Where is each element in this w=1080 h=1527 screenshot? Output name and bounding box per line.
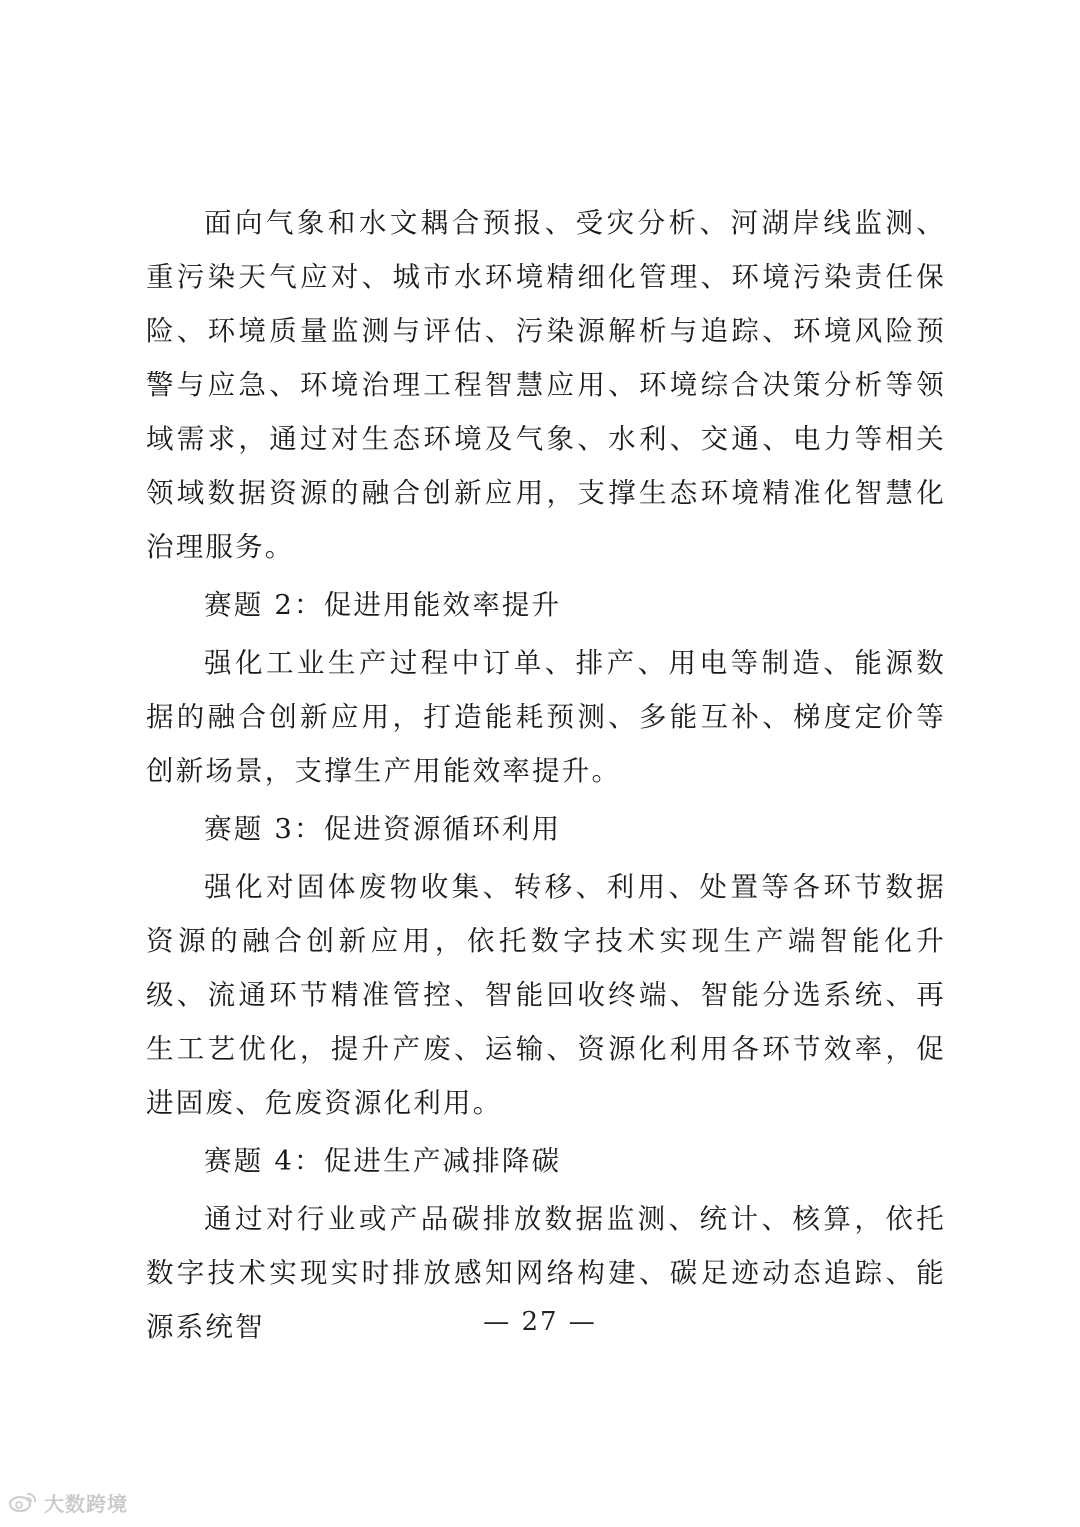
paragraph-carbon-reduction: 通过对行业或产品碳排放数据监测、统计、核算，依托数字技术实现实时排放感知网络构建、碳足迹动态追踪、能源系统智 (146, 1203, 946, 1343)
heading-topic-2: 赛题 2：促进用能效率提升 (204, 589, 562, 621)
page-number: — 27 — (483, 1307, 597, 1337)
heading-topic-3: 赛题 3：促进资源循环利用 (204, 813, 562, 845)
paragraph-energy-efficiency: 强化工业生产过程中订单、排产、用电等制造、能源数据的融合创新应用，打造能耗预测、多能互补、梯度定价等创新场景，支撑生产用能效率提升。 (146, 647, 946, 787)
weibo-logo-icon (8, 1491, 38, 1513)
watermark (8, 1486, 128, 1518)
heading-topic-4: 赛题 4：促进生产减排降碳 (204, 1145, 562, 1177)
watermark-text: 大数跨境 (44, 1491, 128, 1516)
document-body (146, 196, 946, 1354)
paragraph-environment: 面向气象和水文耦合预报、受灾分析、河湖岸线监测、重污染天气应对、城市水环境精细化管理、环境污染责任保险、环境质量监测与评估、污染源解析与追踪、环境风险预警与应急、环境治理工程智慧应用、环境综合决策分析等领域需求，通过对生态环境及气象、水利、交通、电力等相关领域数据资源的融合创新应用，支撑生态环境精准化智慧化治理服务。 (146, 207, 946, 563)
paragraph-resource-recycling: 强化对固体废物收集、转移、利用、处置等各环节数据资源的融合创新应用，依托数字技术实现生产端智能化升级、流通环节精准管控、智能回收终端、智能分选系统、再生工艺优化，提升产废、运输、资源化利用各环节效率，促进固废、危废资源化利用。 (146, 871, 946, 1119)
